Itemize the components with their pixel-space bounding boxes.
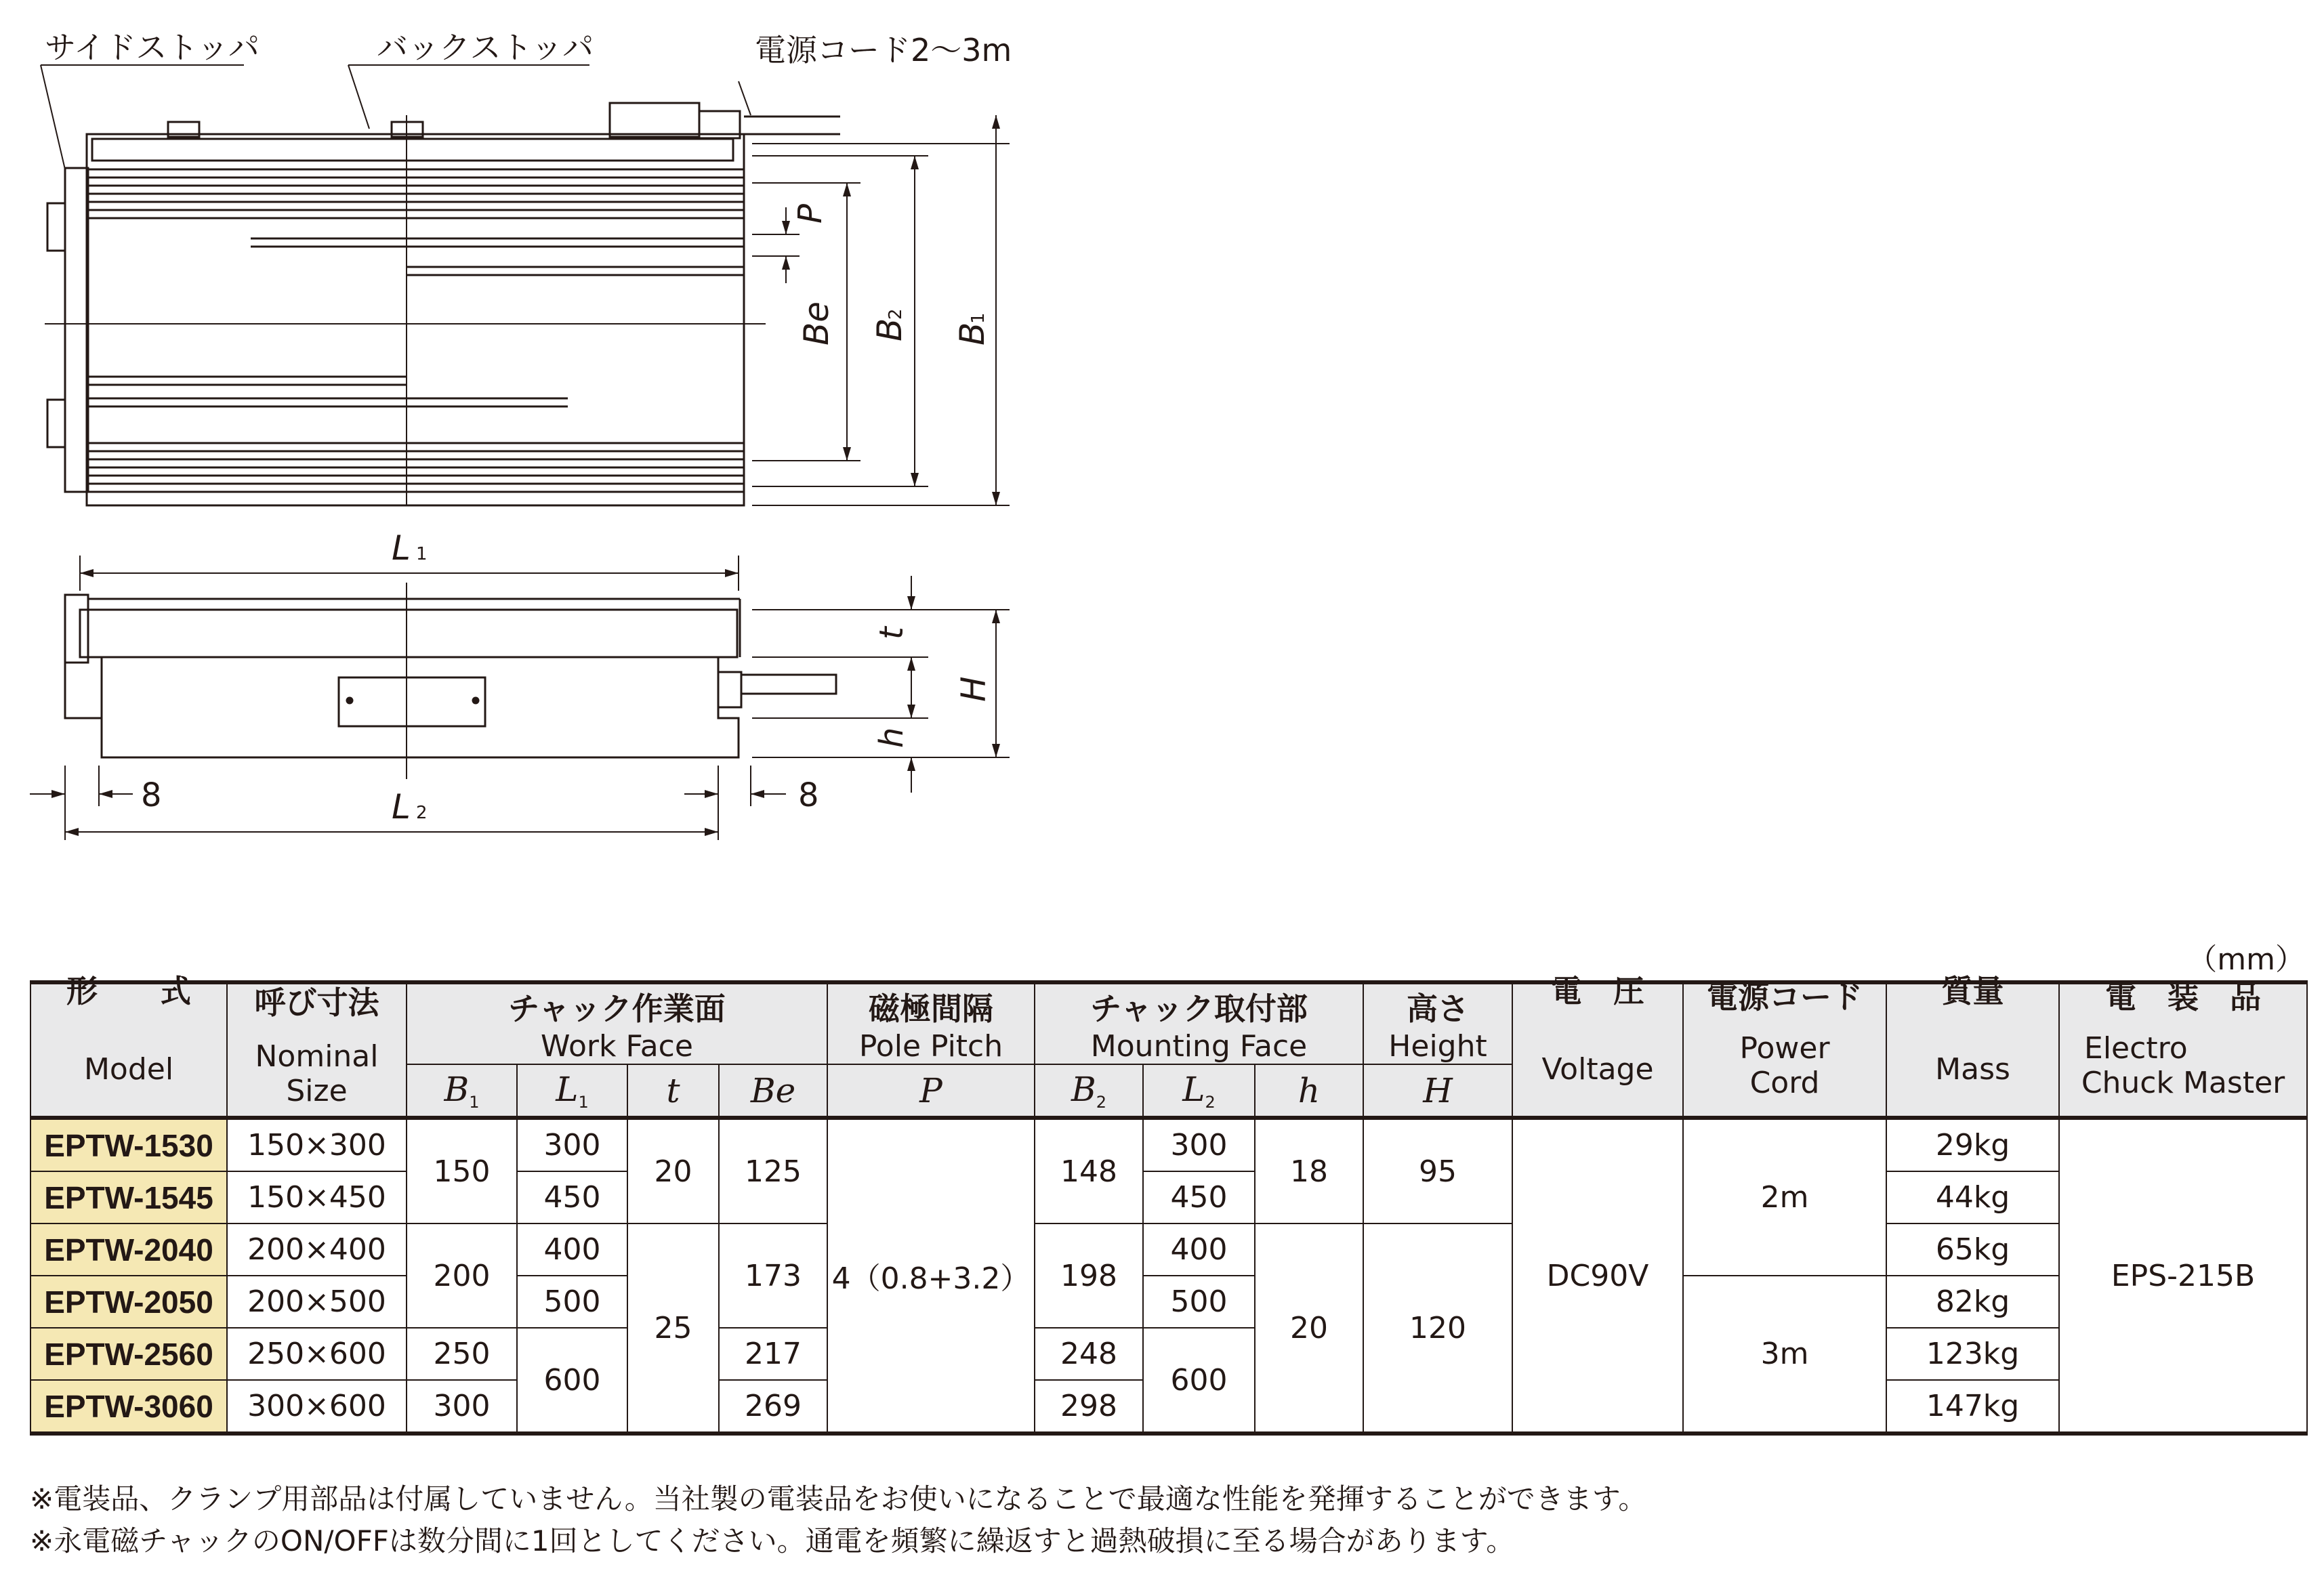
- mass-cell: 123kg: [1886, 1328, 2059, 1380]
- header-workface-jp: チャック作業面: [508, 990, 726, 1027]
- header-voltage-en: Voltage: [1541, 1051, 1654, 1087]
- size-cell: 250×600: [227, 1328, 407, 1380]
- header-model-jp: 形 式: [66, 972, 191, 1009]
- be-cell: 217: [719, 1328, 827, 1380]
- dim-l2-label: L: [392, 787, 411, 827]
- b2-cell: 148: [1035, 1118, 1143, 1223]
- header-size-en2: Size: [286, 1074, 348, 1108]
- model-cell: EPTW-2050: [30, 1276, 227, 1328]
- dim-8-left-label: 8: [141, 776, 162, 814]
- model-cell: EPTW-2040: [30, 1223, 227, 1276]
- mass-cell: 29kg: [1886, 1118, 2059, 1171]
- header-sym-b1: $B_1$: [407, 1064, 517, 1118]
- header-sym-l2: $L_2$: [1143, 1064, 1255, 1118]
- l1-cell: 450: [517, 1171, 627, 1223]
- model-cell: EPTW-1545: [30, 1171, 227, 1223]
- mass-cell: 44kg: [1886, 1171, 2059, 1223]
- dim-be-label: Be: [797, 301, 836, 346]
- header-pitch-jp: 磁極間隔: [869, 990, 993, 1027]
- header-sym-h: h: [1255, 1064, 1363, 1118]
- technical-drawing: [0, 0, 1057, 874]
- cord-cell: 2m: [1683, 1118, 1886, 1276]
- spec-table: [30, 972, 2308, 1436]
- h-cell: 18: [1255, 1118, 1363, 1223]
- b1-cell: 250: [407, 1328, 517, 1380]
- header-master-en2: Chuck Master: [2081, 1066, 2285, 1100]
- header-cord: [1683, 979, 1886, 1118]
- header-sym-b2: $B_2$: [1035, 1064, 1143, 1118]
- size-cell: 150×450: [227, 1171, 407, 1223]
- header-cord-en2: Cord: [1749, 1066, 1820, 1100]
- header-sym-p: P: [827, 1064, 1035, 1118]
- size-cell: 150×300: [227, 1118, 407, 1171]
- l2-cell: 400: [1143, 1223, 1255, 1276]
- dim-b2-subscript: 2: [886, 308, 906, 320]
- header-model-en: Model: [83, 1051, 174, 1087]
- be-cell: 269: [719, 1380, 827, 1434]
- l1-cell: 500: [517, 1276, 627, 1328]
- header-voltage-jp: 電 圧: [1551, 972, 1645, 1009]
- header-size: [227, 982, 407, 1118]
- notes: [30, 1478, 1646, 1562]
- model-cell: EPTW-2560: [30, 1328, 227, 1380]
- header-workface: [407, 982, 827, 1064]
- header-height-jp: 高さ: [1407, 990, 1470, 1027]
- l1-cell: 600: [517, 1328, 627, 1434]
- unit-label: （mm）: [2187, 942, 2305, 977]
- dim-8-right-label: 8: [798, 776, 819, 814]
- size-cell: 200×400: [227, 1223, 407, 1276]
- header-height: [1363, 982, 1512, 1064]
- b1-cell: 300: [407, 1380, 517, 1434]
- l1-cell: 400: [517, 1223, 627, 1276]
- H-cell: 95: [1363, 1118, 1512, 1223]
- mass-cell: 65kg: [1886, 1223, 2059, 1276]
- h-cell: 20: [1255, 1223, 1363, 1434]
- dim-l1-subscript: 1: [416, 544, 428, 564]
- header-workface-en: Work Face: [541, 1029, 693, 1064]
- cord-cell: 3m: [1683, 1276, 1886, 1434]
- t-cell: 20: [627, 1118, 719, 1223]
- l2-cell: 300: [1143, 1118, 1255, 1171]
- header-sym-H: H: [1363, 1064, 1512, 1118]
- header-cord-jp: 電源コード: [1707, 979, 1863, 1016]
- t-cell: 25: [627, 1223, 719, 1434]
- voltage-cell: DC90V: [1512, 1118, 1683, 1434]
- header-mass: [1886, 972, 2059, 1118]
- l1-cell: 300: [517, 1118, 627, 1171]
- b2-cell: 248: [1035, 1328, 1143, 1380]
- dim-t-label: t: [873, 627, 911, 640]
- model-cell: EPTW-1530: [30, 1118, 227, 1171]
- note-line: ※電装品、クランプ用部品は付属していません。当社製の電装品をお使いになることで最適な性能を発揮することができます。: [30, 1482, 1647, 1515]
- b1-cell: 200: [407, 1223, 517, 1328]
- mass-cell: 147kg: [1886, 1380, 2059, 1434]
- table-row: [30, 1118, 2307, 1171]
- dim-b2-label: B: [870, 318, 909, 341]
- dim-l2-subscript: 2: [416, 803, 428, 823]
- header-size-jp: 呼び寸法: [254, 984, 379, 1021]
- l2-cell: 600: [1143, 1328, 1255, 1434]
- header-sym-l1: $L_1$: [517, 1064, 627, 1118]
- header-pitch: [827, 982, 1035, 1064]
- header-pitch-en: Pole Pitch: [858, 1029, 1003, 1064]
- header-mount-jp: チャック取付部: [1090, 990, 1308, 1027]
- note-line: ※永電磁チャックのON/OFFは数分間に1回としてください。通電を頻繁に繰返すと過熱破損に至る場合があります。: [30, 1524, 1515, 1557]
- b2-cell: 198: [1035, 1223, 1143, 1328]
- size-cell: 300×600: [227, 1380, 407, 1434]
- header-master: [2059, 979, 2307, 1118]
- back-stopper-label: バックストッパ: [377, 29, 594, 66]
- master-cell: EPS-215B: [2059, 1118, 2307, 1434]
- header-cord-en1: Power: [1739, 1031, 1830, 1066]
- header-mount: [1035, 982, 1363, 1064]
- header-sym-t: t: [627, 1064, 719, 1118]
- l2-cell: 500: [1143, 1276, 1255, 1328]
- size-cell: 200×500: [227, 1276, 407, 1328]
- header-mass-jp: 質量: [1941, 972, 2004, 1009]
- b1-cell: 150: [407, 1118, 517, 1223]
- table-row: [30, 1223, 2307, 1276]
- dim-h-label: h: [873, 727, 911, 748]
- model-cell: EPTW-3060: [30, 1380, 227, 1434]
- dim-b1-subscript: 1: [968, 312, 989, 324]
- be-cell: 173: [719, 1223, 827, 1328]
- header-master-en1: Electro: [2084, 1031, 2188, 1066]
- b2-cell: 298: [1035, 1380, 1143, 1434]
- dim-l1-label: L: [392, 528, 411, 568]
- header-size-en1: Nominal: [255, 1039, 379, 1074]
- header-mass-en: Mass: [1935, 1051, 2010, 1087]
- header-sym-be: Be: [719, 1064, 827, 1118]
- header-mount-en: Mounting Face: [1090, 1029, 1308, 1064]
- header-height-en: Height: [1388, 1029, 1487, 1064]
- header-model: [30, 972, 227, 1118]
- side-stopper-label: サイドストッパ: [45, 29, 260, 66]
- mass-cell: 82kg: [1886, 1276, 2059, 1328]
- table-row: [30, 1276, 2307, 1328]
- be-cell: 125: [719, 1118, 827, 1223]
- l2-cell: 450: [1143, 1171, 1255, 1223]
- dim-b1-label: B: [953, 322, 992, 346]
- header-voltage: [1512, 972, 1683, 1118]
- table-row: [30, 1171, 2307, 1223]
- dim-p-label: P: [791, 204, 829, 224]
- H-cell: 120: [1363, 1223, 1512, 1434]
- power-cord-label: 電源コード2～3m: [755, 32, 1012, 68]
- pitch-cell: 4（0.8+3.2）: [827, 1118, 1035, 1434]
- header-master-jp: 電 装 品: [2105, 979, 2262, 1016]
- table-row: [30, 1328, 2307, 1380]
- dim-H-label: H: [954, 676, 993, 702]
